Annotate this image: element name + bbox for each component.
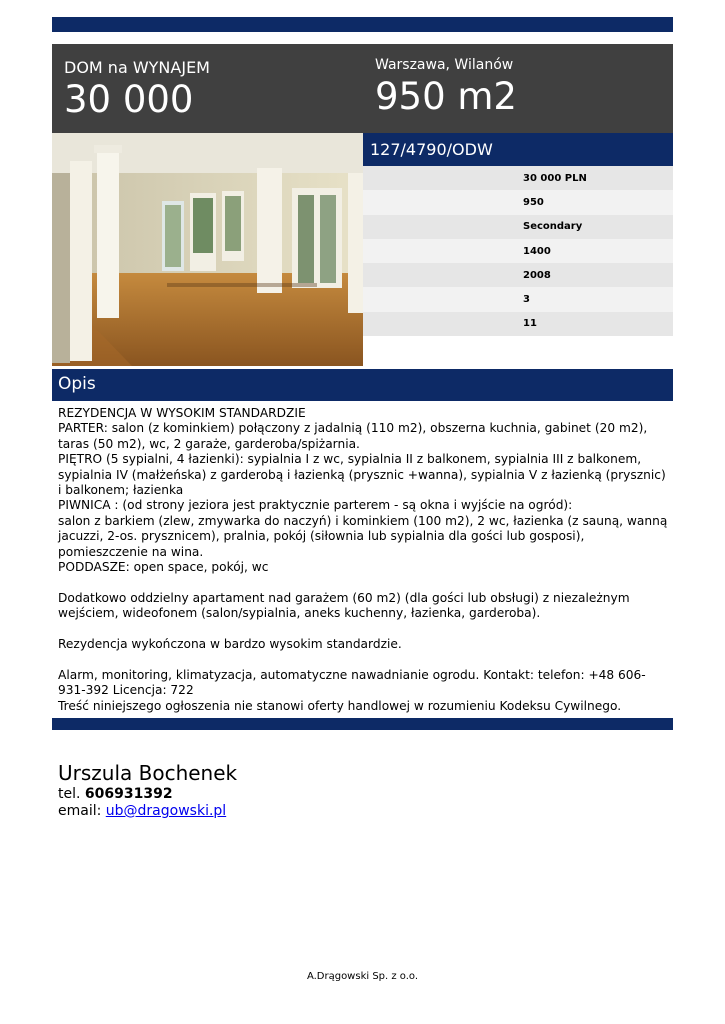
description-line: PIĘTRO (5 sypialni, 4 łazienki): sypialnia I z wc, sypialnia II z balkonem, sypialnia III z balkonem, sypialnia IV (małżeńska) z garderobą i łazienką (prysznic +wanna), sypialnia V z łazienką (prysznic) i balkonem; łazienka	[58, 452, 666, 498]
listing-type: DOM na WYNAJEM	[64, 58, 210, 77]
reference-bar	[363, 133, 673, 166]
spec-value: 30 000 PLN	[523, 172, 587, 184]
property-photo	[52, 133, 363, 366]
spec-value: 3	[523, 294, 530, 306]
phone-number: 606931392	[84, 786, 173, 802]
description-text	[58, 406, 670, 714]
listing-price: 30 000	[64, 78, 194, 121]
footer-company: A.Drągowski Sp. z o.o.	[306, 971, 419, 982]
paragraph-gap	[58, 575, 670, 590]
spec-row-rooms	[363, 312, 673, 336]
agent-email-line	[58, 803, 237, 820]
top-bar	[52, 17, 673, 32]
spec-table	[363, 166, 673, 336]
listing-area: 950 m2	[375, 75, 517, 118]
spec-value: 2008	[523, 269, 551, 281]
agent-name: Urszula Bochenek	[58, 761, 238, 785]
listing-location: Warszawa, Wilanów	[375, 57, 514, 73]
spec-value: 1400	[523, 245, 551, 257]
listing-header	[52, 44, 673, 133]
description-line: REZYDENCJA W WYSOKIM STANDARDZIE	[58, 406, 306, 420]
email-link[interactable]: ub@dragowski.pl	[105, 803, 227, 819]
bottom-bar	[52, 718, 673, 730]
description-line: Dodatkowo oddzielny apartament nad garażem (60 m2) (dla gości lub obsługi) z niezależnym wejściem, wideofonem (salon/sypialnia, aneks kuchenny, łazienka, garderoba).	[58, 590, 630, 621]
section-title: Opis	[58, 374, 96, 394]
reference-number: 127/4790/ODW	[370, 140, 493, 159]
description-line: Alarm, monitoring, klimatyzacja, automatyczne nawadnianie ogrodu. Kontakt: telefon: +48 606-931-392 Licencja: 722	[58, 667, 646, 698]
paragraph-gap	[58, 622, 670, 637]
description-header	[52, 369, 673, 401]
description-line: Rezydencja wykończona w bardzo wysokim standardzie.	[58, 637, 402, 652]
spec-row-market	[363, 215, 673, 239]
description-line: PARTER: salon (z kominkiem) połączony z jadalnią (110 m2), obszerna kuchnia, gabinet (20 m2), taras (50 m2), wc, 2 garaże, garderoba/spiżarnia.	[58, 421, 648, 451]
spec-row-price	[363, 166, 673, 190]
paragraph-gap	[58, 652, 670, 667]
spec-row-floors	[363, 287, 673, 311]
agent-phone-line	[58, 786, 237, 803]
spec-value: 11	[523, 318, 537, 330]
description-line: salon z barkiem (zlew, zmywarka do naczyń) i kominkiem (100 m2), 2 wc, łazienka (z sauną, wanną jacuzzi, 2-os. prysznicem), pralnia, pokój (siłownia lub sypialnia dla gości lub gosposi), pomieszczenie na wina.	[58, 513, 668, 559]
email-label: email:	[58, 803, 106, 819]
phone-label: tel.	[58, 786, 85, 802]
spec-row-plot	[363, 239, 673, 263]
agent-contact	[58, 760, 237, 820]
description-line: PIWNICA : (od strony jeziora jest praktycznie parterem - są okna i wyjście na ogród):	[58, 498, 573, 513]
spec-value: 950	[523, 196, 544, 208]
description-line: PODDASZE: open space, pokój, wc	[58, 560, 269, 575]
spec-row-area	[363, 190, 673, 214]
spec-value: Secondary	[523, 221, 583, 233]
description-line: Treść niniejszego ogłoszenia nie stanowi oferty handlowej w rozumieniu Kodeksu Cywilnego.	[58, 698, 622, 713]
spec-row-year	[363, 263, 673, 287]
